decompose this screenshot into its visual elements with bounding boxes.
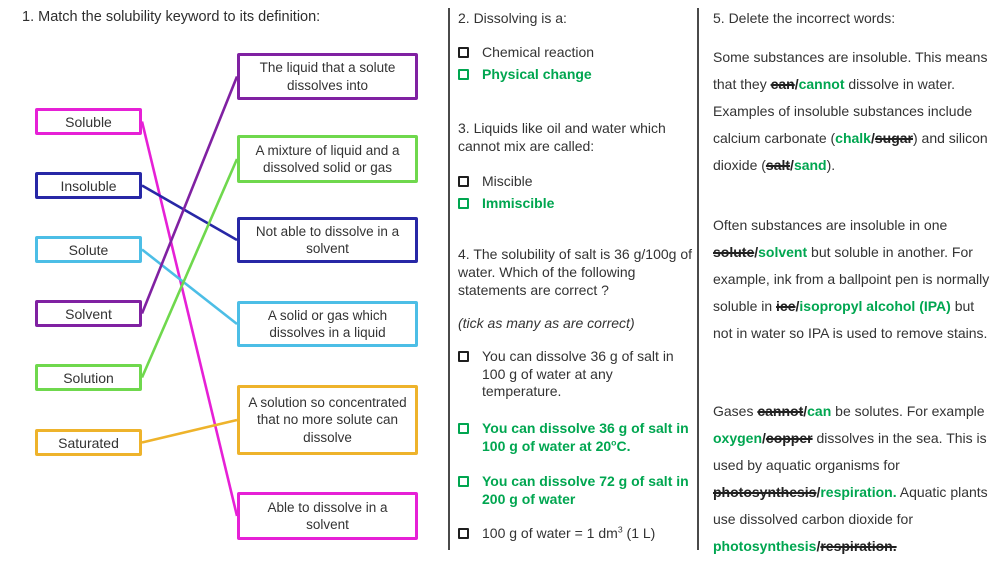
text-segment: Gases [713, 403, 758, 419]
questions-panel [451, 0, 697, 565]
text-segment: salt [765, 157, 791, 173]
text-segment: You can dissolve 36 g of salt in 100 g of water at any temperature. [482, 348, 674, 400]
text-segment: / [816, 484, 821, 500]
question-2-options [458, 44, 694, 87]
text-segment: C. [616, 437, 631, 454]
text-segment: Some substances are insoluble. This means that they [713, 49, 988, 92]
text-segment: dissolves in the sea. This is used by aquatic organisms for [713, 430, 987, 473]
question-3-options [458, 173, 694, 216]
option-miscible[interactable] [458, 173, 694, 191]
question-1-title: 1. Match the solubility keyword to its definition: [22, 9, 321, 25]
text-segment: ). [826, 157, 836, 173]
text-segment: You can dissolve 36 g of salt in 100 g of water at 20 [482, 420, 689, 454]
text-segment: can [770, 76, 795, 92]
text-segment: can [807, 403, 832, 419]
text-segment: solvent [758, 244, 808, 260]
option-label [482, 420, 694, 455]
text-segment: but soluble in another. For example, ink from a ballpoint pen is normally soluble in [713, 244, 990, 314]
option-immiscible[interactable] [458, 195, 694, 213]
text-segment: isopropyl alcohol (IPA) [799, 298, 951, 314]
text-segment: chalk [835, 130, 871, 146]
text-segment: solute [713, 244, 755, 260]
question-4-title: 4. The solubility of salt is 36 g/100g of water. Which of the following statements are correct ? [458, 246, 692, 299]
option-100g-water-1dm3[interactable] [458, 525, 694, 543]
text-segment: o [611, 436, 617, 447]
option-label: Chemical reaction [482, 44, 595, 60]
keyword-box-insoluble[interactable]: Insoluble [35, 172, 142, 199]
text-segment: 100 g of water = 1 dm [482, 525, 618, 541]
definition-box-solid-or-gas-dissolves[interactable]: A solid or gas which dissolves in a liquid [237, 301, 418, 347]
keyword-box-saturated[interactable]: Saturated [35, 429, 142, 456]
delete-words-panel [699, 0, 1000, 565]
option-physical-change[interactable] [458, 66, 694, 84]
text-segment: oxygen [713, 430, 763, 446]
text-segment: You can dissolve 72 g of salt in 200 g of water [482, 473, 689, 507]
text-segment: / [790, 157, 794, 173]
definition-box-mixture-liquid-dissolved[interactable]: A mixture of liquid and a dissolved solid or gas [237, 135, 418, 183]
text-segment: ice [776, 298, 796, 314]
checkbox-icon[interactable] [458, 476, 469, 487]
text-segment: / [816, 538, 821, 554]
text-segment: but not in water so IPA is used to remove stains. [713, 298, 988, 341]
option-label [482, 473, 694, 508]
keyword-box-solvent[interactable]: Solvent [35, 300, 142, 327]
paragraph-insoluble-substances [713, 44, 993, 179]
text-segment: / [795, 298, 800, 314]
question-4-hint: (tick as many as are correct) [458, 315, 635, 331]
text-segment: sugar [874, 130, 913, 146]
text-segment: Aquatic plants use dissolved carbon dioxide for [713, 484, 988, 527]
question-2-title: 2. Dissolving is a: [458, 10, 567, 26]
text-segment: sand [793, 157, 827, 173]
column-separator-left [448, 8, 450, 550]
text-segment: 3 [617, 524, 623, 535]
text-segment: dissolve in water. Examples of insoluble substances include calcium carbonate ( [713, 76, 973, 146]
checkbox-icon[interactable] [458, 528, 469, 539]
checkbox-icon[interactable] [458, 47, 469, 58]
connection-line [142, 420, 237, 443]
text-segment: respiration. [820, 538, 897, 554]
checkbox-icon[interactable] [458, 423, 469, 434]
question-4-option-2 [458, 420, 694, 459]
keyword-box-solution[interactable]: Solution [35, 364, 142, 391]
text-segment: (1 L) [622, 525, 656, 541]
option-72g-in-200g[interactable] [458, 473, 694, 508]
checkbox-icon[interactable] [458, 198, 469, 209]
text-segment: ) and silicon dioxide ( [713, 130, 988, 173]
text-segment: photosynthesis [713, 538, 817, 554]
checkbox-icon[interactable] [458, 176, 469, 187]
option-label [482, 348, 694, 401]
paragraph-gases-solutes [713, 398, 993, 560]
text-segment: / [754, 244, 759, 260]
text-segment: Often substances are insoluble in one [713, 217, 948, 233]
text-segment: respiration. [820, 484, 897, 500]
match-exercise-panel [0, 0, 449, 565]
option-label: Immiscible [482, 194, 555, 211]
text-segment: / [794, 76, 799, 92]
text-segment: / [762, 430, 766, 446]
definition-box-able-to-dissolve[interactable]: Able to dissolve in a solvent [237, 492, 418, 540]
text-segment: cannot [757, 403, 804, 419]
option-label: Physical change [482, 65, 592, 82]
question-3-title: 3. Liquids like oil and water which cannot mix are called: [458, 120, 666, 155]
option-36g-any-temperature[interactable] [458, 348, 694, 401]
definition-box-not-able-to-dissolve[interactable]: Not able to dissolve in a solvent [237, 217, 418, 263]
option-chemical-reaction[interactable] [458, 44, 694, 62]
keyword-box-soluble[interactable]: Soluble [35, 108, 142, 135]
option-label [482, 525, 655, 543]
paragraph-soluble-in-another [713, 212, 993, 347]
text-segment: / [870, 130, 875, 146]
keyword-box-solute[interactable]: Solute [35, 236, 142, 263]
option-label: Miscible [482, 173, 533, 189]
checkbox-icon[interactable] [458, 69, 469, 80]
definition-box-liquid-solute-dissolves-into[interactable]: The liquid that a solute dissolves into [237, 53, 418, 100]
checkbox-icon[interactable] [458, 351, 469, 362]
option-36g-at-20c[interactable] [458, 420, 694, 455]
text-segment: photosynthesis [713, 484, 817, 500]
question-4-option-3 [458, 473, 694, 512]
text-segment: copper [765, 430, 813, 446]
connection-line [142, 122, 237, 517]
question-4-option-1 [458, 348, 694, 405]
definition-box-solution-so-concentrated[interactable]: A solution so concentrated that no more solute can dissolve [237, 385, 418, 455]
question-5-title: 5. Delete the incorrect words: [713, 10, 896, 26]
question-4-option-4 [458, 525, 694, 547]
connection-line [142, 250, 237, 325]
text-segment: cannot [798, 76, 845, 92]
text-segment: be solutes. For example [831, 403, 985, 419]
text-segment: / [803, 403, 808, 419]
